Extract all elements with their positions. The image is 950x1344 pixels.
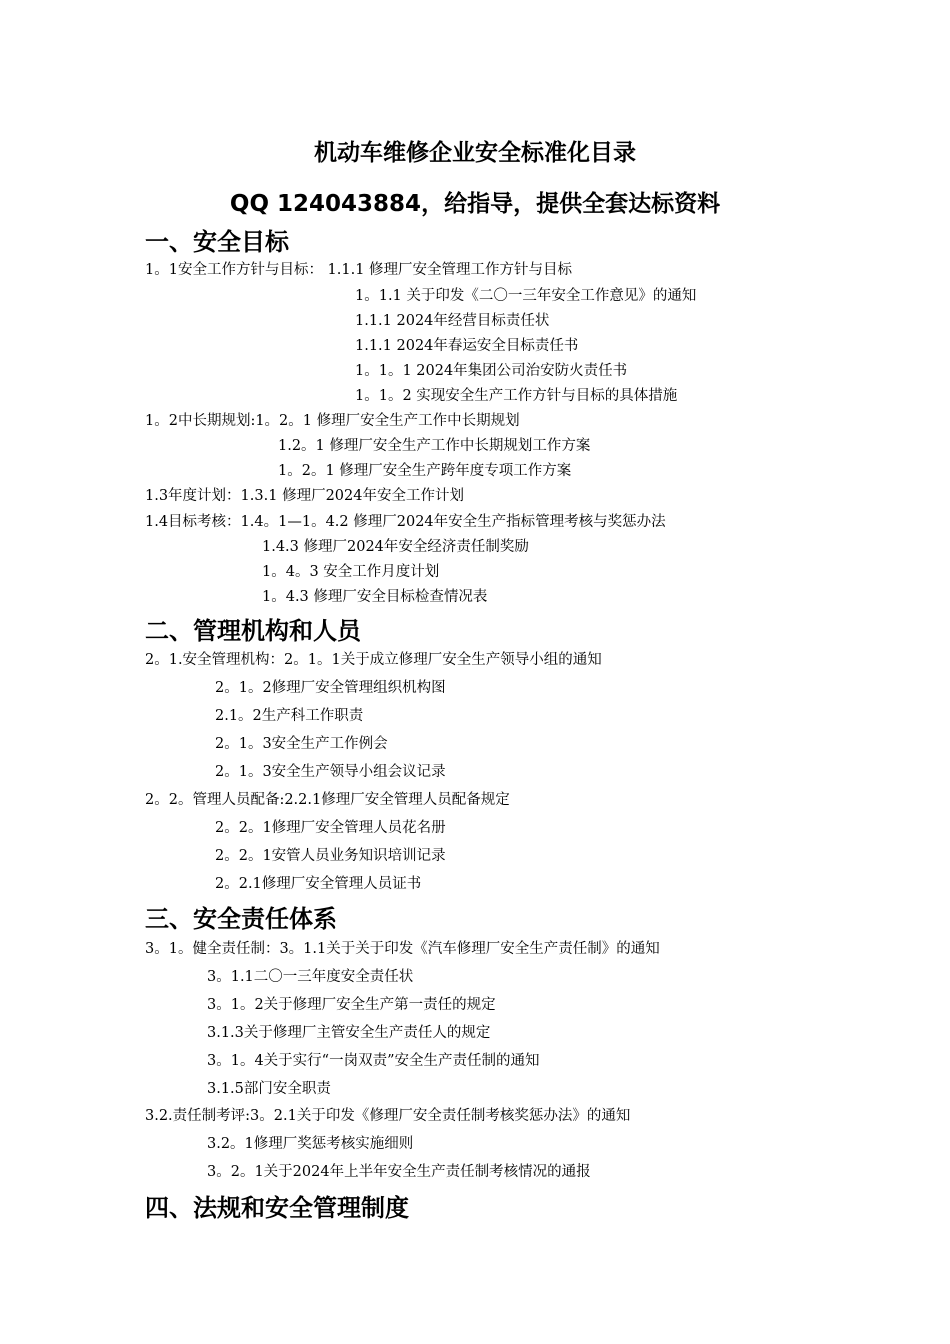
toc-line: 2。2。管理人员配备:2.2.1修理厂安全管理人员配备规定 <box>145 792 510 808</box>
toc-line: 1.3年度计划：1.3.1 修理厂2024年安全工作计划 <box>145 488 464 504</box>
toc-line: 1。2。1 修理厂安全生产跨年度专项工作方案 <box>278 463 572 479</box>
toc-line: 3。1.1二〇一三年度安全责任状 <box>207 969 414 985</box>
toc-line: 1.2。1 修理厂安全生产工作中长期规划工作方案 <box>278 438 591 454</box>
toc-line: 1。4。3 安全工作月度计划 <box>262 564 440 580</box>
toc-line: 3。1。4关于实行“一岗双责”安全生产责任制的通知 <box>207 1053 540 1069</box>
section-heading-2: 二、管理机构和人员 <box>145 617 361 645</box>
section-heading-1: 一、安全目标 <box>145 228 289 256</box>
toc-line: 1。2中长期规划:1。2。1 修理厂安全生产工作中长期规划 <box>145 413 520 429</box>
toc-line: 1。1安全工作方针与目标： 1.1.1 修理厂安全管理工作方针与目标 <box>145 262 573 278</box>
toc-line: 3。1。健全责任制：3。1.1关于关于印发《汽车修理厂安全生产责任制》的通知 <box>145 941 660 957</box>
toc-line: 3.1.3关于修理厂主管安全生产责任人的规定 <box>207 1025 491 1041</box>
document-subtitle: QQ 124043884，给指导，提供全套达标资料 <box>229 191 721 217</box>
toc-line: 2。2.1修理厂安全管理人员证书 <box>215 876 422 892</box>
toc-line: 1.4目标考核：1.4。1—1。4.2 修理厂2024年安全生产指标管理考核与奖惩办法 <box>145 514 666 530</box>
toc-line: 2。1。3安全生产工作例会 <box>215 736 388 752</box>
section-heading-4: 四、法规和安全管理制度 <box>145 1194 409 1222</box>
toc-line: 3.2.责任制考评:3。2.1关于印发《修理厂安全责任制考核奖惩办法》的通知 <box>145 1108 631 1124</box>
toc-line: 1。1。1 2024年集团公司治安防火责任书 <box>355 363 628 379</box>
toc-line: 1.1.1 2024年经营目标责任状 <box>355 313 550 329</box>
toc-line: 3.1.5部门安全职责 <box>207 1081 331 1097</box>
toc-line: 3。2。1关于2024年上半年安全生产责任制考核情况的通报 <box>207 1164 591 1180</box>
toc-line: 1.1.1 2024年春运安全目标责任书 <box>355 338 579 354</box>
toc-line: 2。1。2修理厂安全管理组织机构图 <box>215 680 446 696</box>
toc-line: 2。2。1安管人员业务知识培训记录 <box>215 848 446 864</box>
toc-line: 1.4.3 修理厂2024年安全经济责任制奖励 <box>262 539 529 555</box>
toc-line: 1。1.1 关于印发《二〇一三年安全工作意见》的通知 <box>355 288 697 304</box>
toc-line: 3。1。2关于修理厂安全生产第一责任的规定 <box>207 997 496 1013</box>
toc-line: 3.2。1修理厂奖惩考核实施细则 <box>207 1136 414 1152</box>
toc-line: 2。1。3安全生产领导小组会议记录 <box>215 764 446 780</box>
toc-line: 1。4.3 修理厂安全目标检查情况表 <box>262 589 488 605</box>
toc-line: 1。1。2 实现安全生产工作方针与目标的具体措施 <box>355 388 678 404</box>
toc-line: 2。1.安全管理机构：2。1。1关于成立修理厂安全生产领导小组的通知 <box>145 652 602 668</box>
document-title: 机动车维修企业安全标准化目录 <box>314 140 636 166</box>
toc-line: 2.1。2生产科工作职责 <box>215 708 364 724</box>
section-heading-3: 三、安全责任体系 <box>145 905 337 933</box>
toc-line: 2。2。1修理厂安全管理人员花名册 <box>215 820 446 836</box>
